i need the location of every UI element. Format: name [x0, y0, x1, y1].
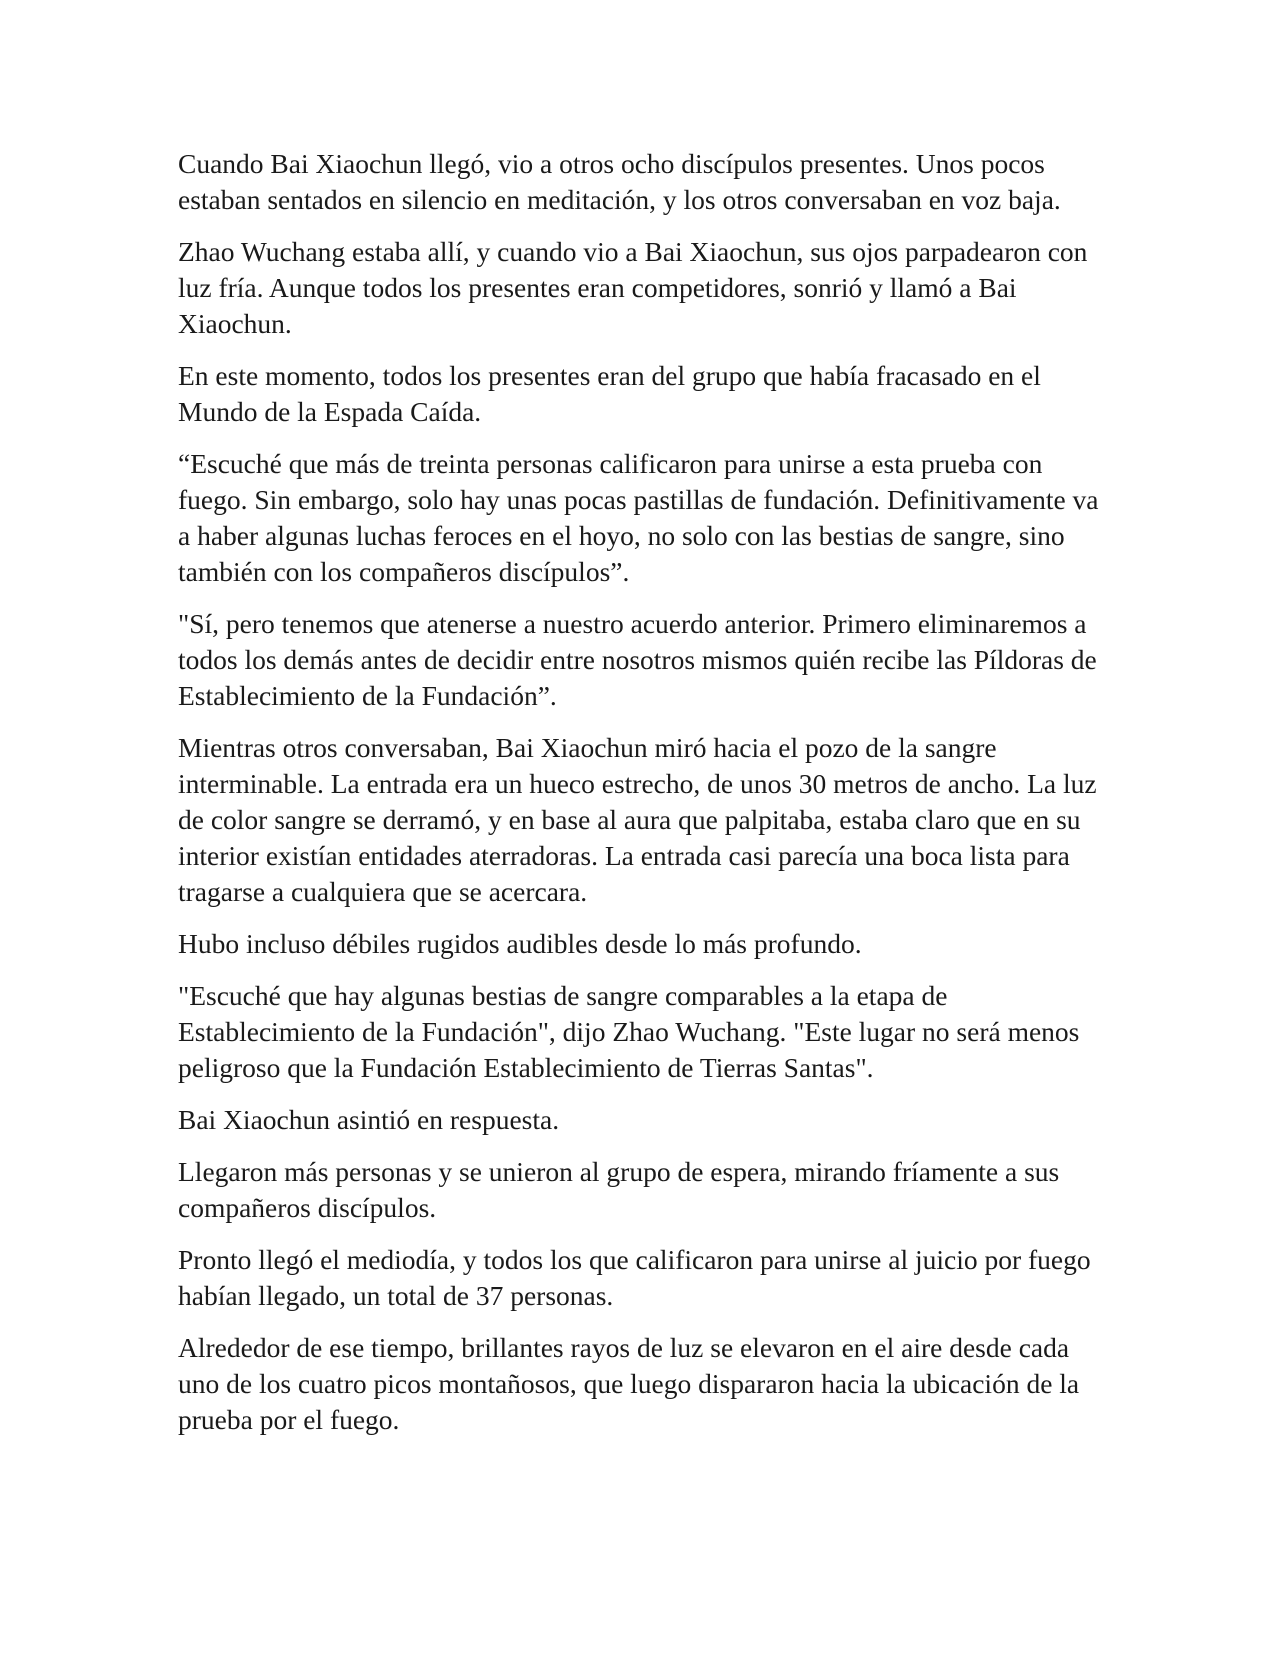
paragraph-9: Bai Xiaochun asintió en respuesta.	[178, 1104, 560, 1135]
paragraph-4: “Escuché que más de treinta personas calificaron para unirse a esta prueba con fuego. Sin embargo, solo hay unas pocas pastillas de fundación. Definitivamente va a haber algunas luchas feroces en el hoyo, no solo con las bestias de sangre, sino también con los compañeros discípulos”.	[178, 448, 1099, 587]
paragraph-6: Mientras otros conversaban, Bai Xiaochun miró hacia el pozo de la sangre interminable. La entrada era un hueco estrecho, de unos 30 metros de ancho. La luz de color sangre se derramó, y en base al aura que palpitaba, estaba claro que en su interior existían entidades aterradoras. La entrada casi parecía una boca lista para tragarse a cualquiera que se acercara.	[178, 732, 1097, 907]
paragraph-10: Llegaron más personas y se unieron al grupo de espera, mirando fríamente a sus compañeros discípulos.	[178, 1156, 1060, 1223]
paragraph-2: Zhao Wuchang estaba allí, y cuando vio a Bai Xiaochun, sus ojos parpadearon con luz fría. Aunque todos los presentes eran competidores, sonrió y llamó a Bai Xiaochun.	[178, 236, 1088, 339]
document-page	[178, 146, 1108, 1454]
paragraph-7: Hubo incluso débiles rugidos audibles desde lo más profundo.	[178, 928, 862, 959]
paragraph-5: "Sí, pero tenemos que atenerse a nuestro acuerdo anterior. Primero eliminaremos a todos los demás antes de decidir entre nosotros mismos quién recibe las Píldoras de Establecimiento de la Fundación”.	[178, 608, 1097, 711]
paragraph-12: Alrededor de ese tiempo, brillantes rayos de luz se elevaron en el aire desde cada uno de los cuatro picos montañosos, que luego dispararon hacia la ubicación de la prueba por el fuego.	[178, 1332, 1080, 1435]
paragraph-3: En este momento, todos los presentes eran del grupo que había fracasado en el Mundo de la Espada Caída.	[178, 360, 1041, 427]
paragraph-1: Cuando Bai Xiaochun llegó, vio a otros ocho discípulos presentes. Unos pocos estaban sentados en silencio en meditación, y los otros conversaban en voz baja.	[178, 148, 1061, 215]
paragraph-8: "Escuché que hay algunas bestias de sangre comparables a la etapa de Establecimiento de la Fundación", dijo Zhao Wuchang. "Este lugar no será menos peligroso que la Fundación Establecimiento de Tierras Santas".	[178, 980, 1080, 1083]
paragraph-11: Pronto llegó el mediodía, y todos los que calificaron para unirse al juicio por fuego habían llegado, un total de 37 personas.	[178, 1244, 1091, 1311]
